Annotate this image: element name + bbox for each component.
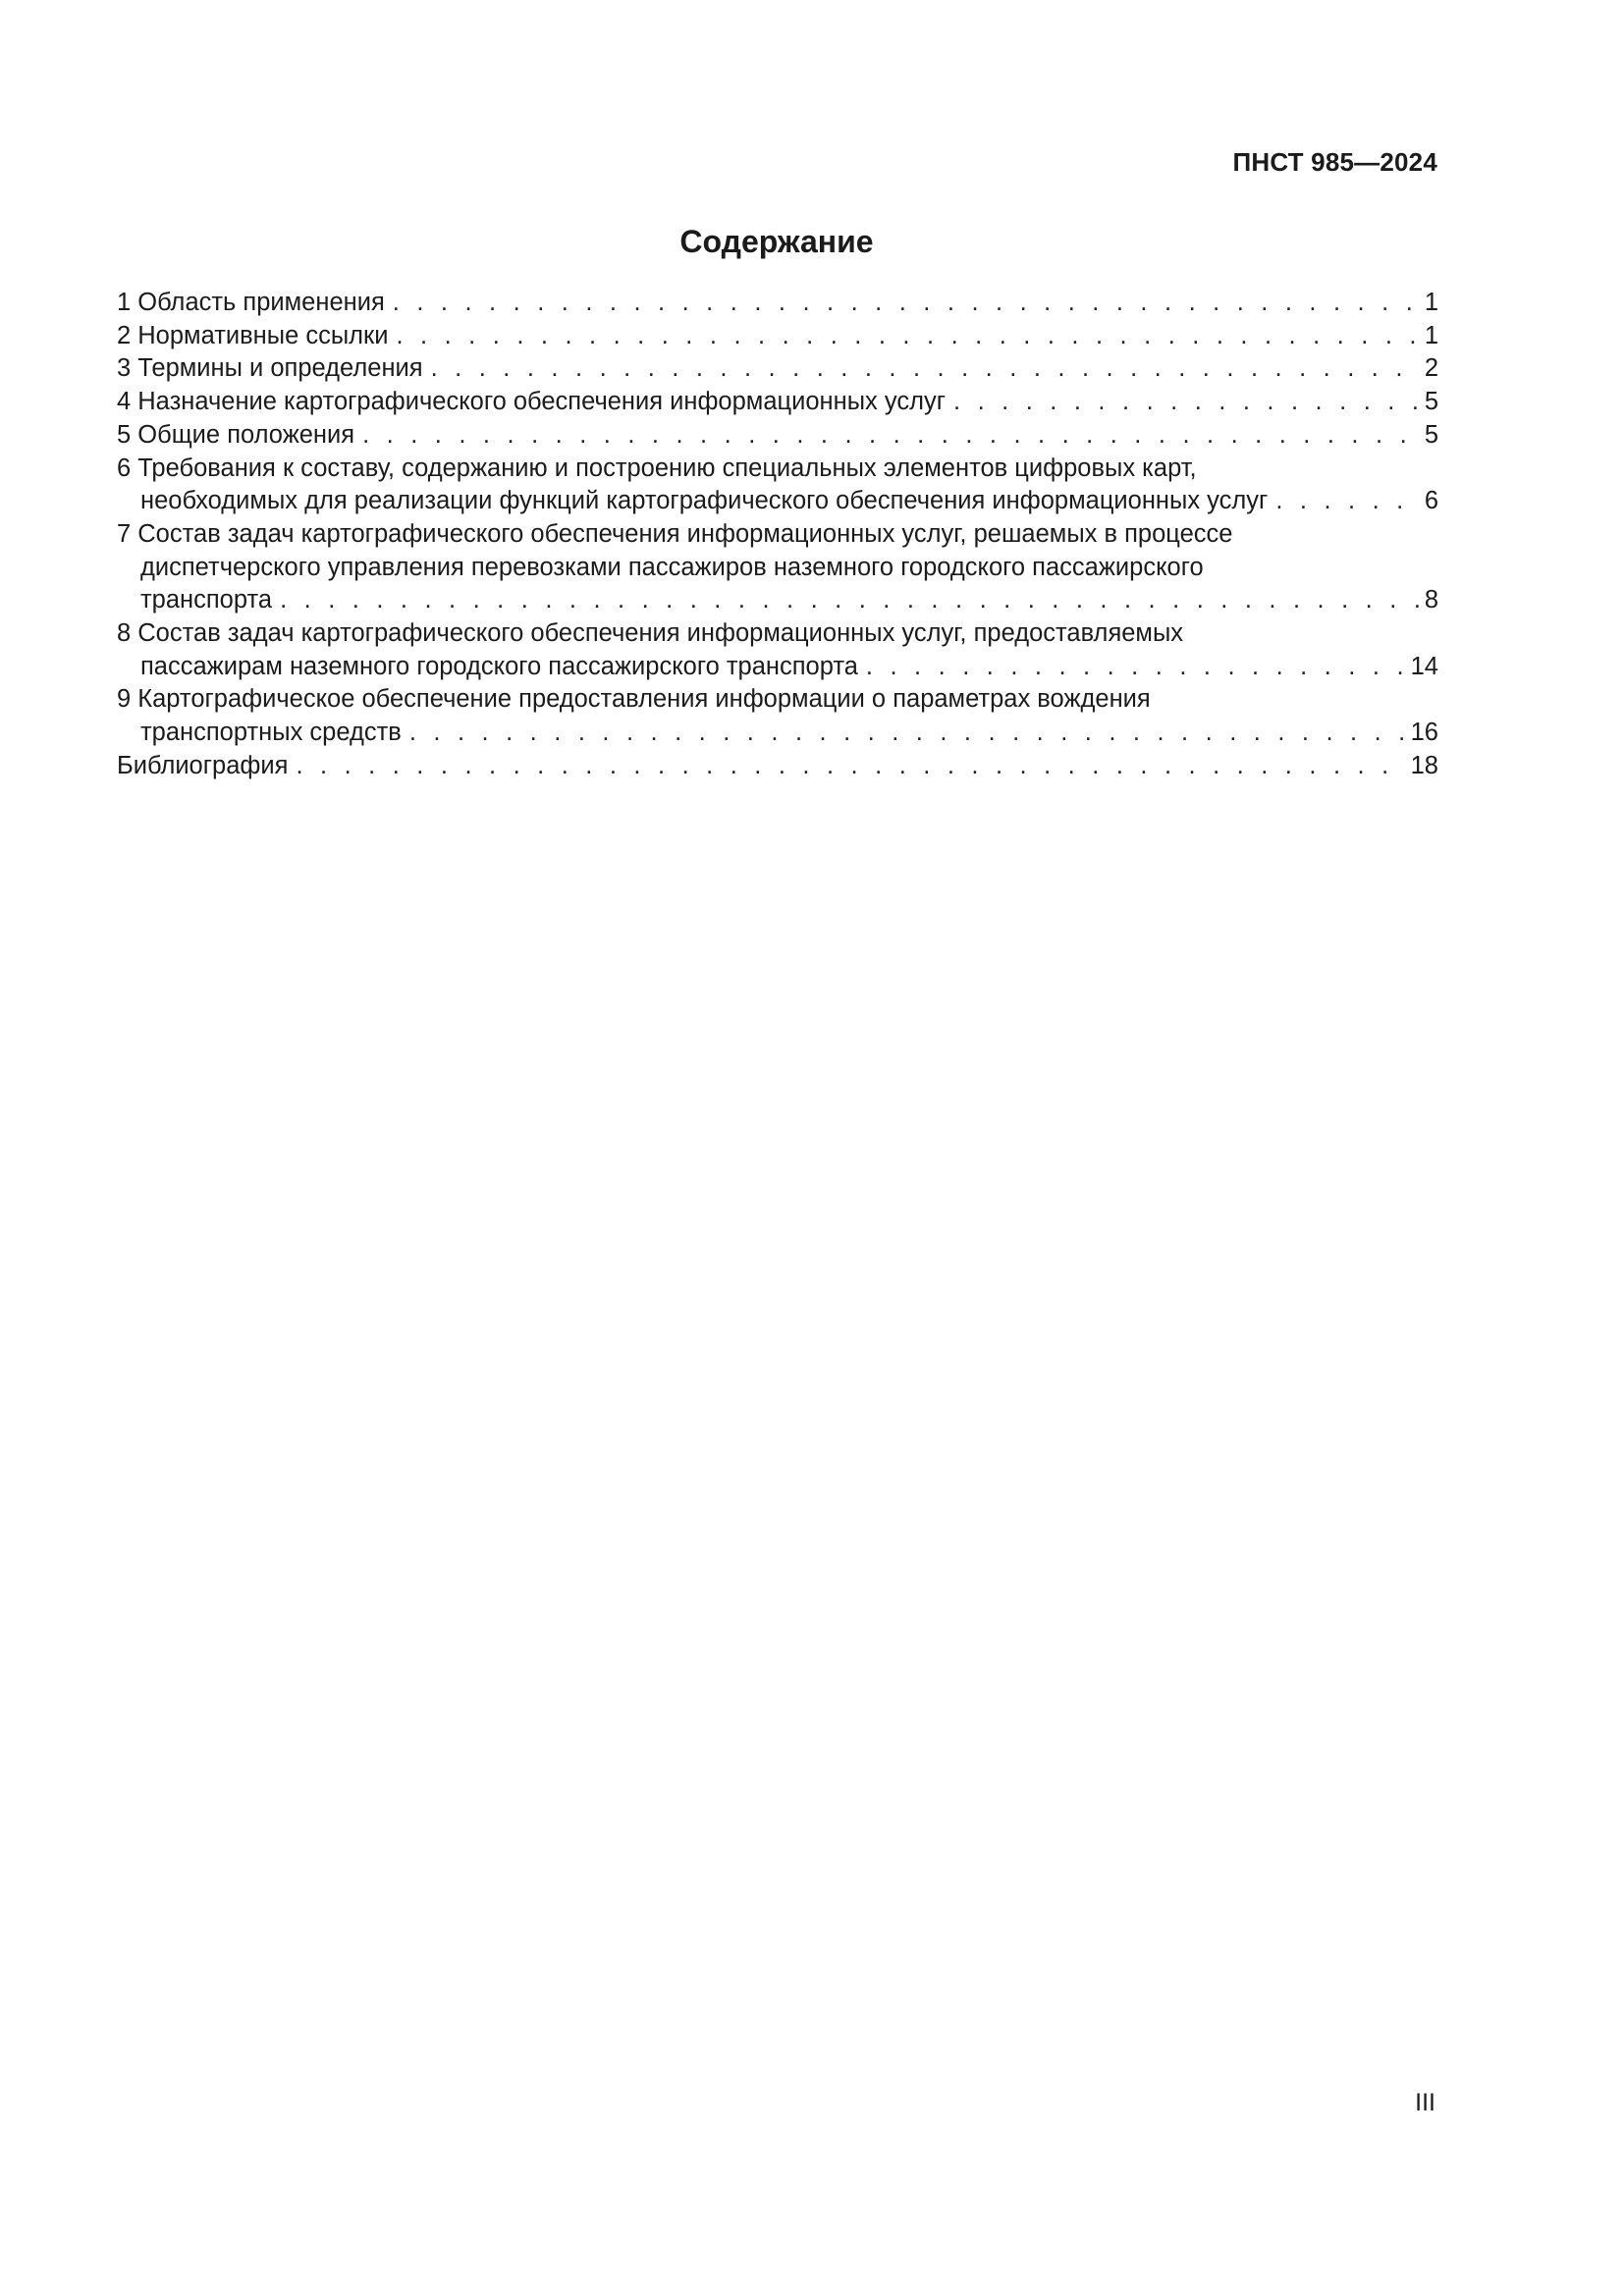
toc-entry-text: необходимых для реализации функций картографического обеспечения информационных услуг — [140, 487, 1269, 515]
toc-entry[interactable] — [117, 287, 1438, 320]
toc-entry[interactable] — [117, 386, 1438, 419]
dot-leader — [362, 419, 1421, 453]
dot-leader — [409, 717, 1407, 750]
toc-entry[interactable] — [117, 683, 1438, 749]
toc-entry[interactable] — [117, 352, 1438, 386]
toc-entry[interactable] — [117, 617, 1438, 683]
dot-leader — [866, 651, 1407, 684]
toc-entry-text: 2 Нормативные ссылки — [117, 321, 389, 349]
toc-entry-text: 7 Состав задач картографического обеспечения информационных услуг, решаемых в процессе — [117, 519, 1233, 548]
toc-entry-page: 18 — [1410, 751, 1438, 779]
toc-entry-text: пассажирам наземного городского пассажирского транспорта — [140, 652, 858, 680]
dot-leader — [280, 584, 1421, 617]
toc-entry-text: 9 Картографическое обеспечение предоставления информации о параметрах вождения — [117, 685, 1151, 714]
toc-entry-text: транспорта — [140, 586, 273, 614]
toc-entry-page: 16 — [1410, 719, 1438, 747]
toc-entry-text: 6 Требования к составу, содержанию и построению специальных элементов цифровых карт, — [117, 454, 1197, 482]
toc-entry-text: 8 Состав задач картографического обеспечения информационных услуг, предоставляемых — [117, 619, 1184, 648]
toc-entry-text: диспетчерского управления перевозками пассажиров наземного городского пассажирского — [140, 553, 1204, 581]
toc-entry-page: 1 — [1424, 321, 1438, 349]
toc-entry-text: Библиография — [117, 751, 289, 779]
page-number: III — [1415, 2089, 1435, 2116]
toc-entry-page: 6 — [1424, 487, 1438, 515]
toc-entry-page: 5 — [1424, 420, 1438, 449]
dot-leader — [431, 352, 1421, 386]
toc-entry[interactable] — [117, 419, 1438, 453]
dot-leader — [296, 750, 1406, 783]
toc-entry[interactable] — [117, 320, 1438, 353]
toc-entry-text: 3 Термины и определения — [117, 354, 423, 383]
toc-entry-page: 8 — [1424, 586, 1438, 614]
toc-entry[interactable] — [117, 750, 1438, 783]
toc-entry-text: транспортных средств — [140, 719, 402, 747]
toc-entry-text: 1 Область применения — [117, 289, 385, 316]
table-of-contents — [117, 287, 1438, 783]
dot-leader — [1275, 485, 1420, 518]
toc-entry[interactable] — [117, 518, 1438, 617]
toc-entry-page: 5 — [1424, 388, 1438, 416]
toc-entry[interactable] — [117, 453, 1438, 518]
toc-entry-page: 1 — [1424, 289, 1438, 316]
toc-title: Содержание — [679, 224, 874, 259]
dot-leader — [393, 287, 1421, 320]
dot-leader — [953, 386, 1421, 419]
toc-entry-page: 2 — [1424, 354, 1438, 383]
toc-entry-text: 4 Назначение картографического обеспечения информационных услуг — [117, 388, 947, 416]
document-code: ПНСТ 985—2024 — [1232, 147, 1437, 177]
toc-entry-text: 5 Общие положения — [117, 420, 355, 449]
dot-leader — [396, 320, 1420, 353]
toc-entry-page: 14 — [1410, 652, 1438, 680]
